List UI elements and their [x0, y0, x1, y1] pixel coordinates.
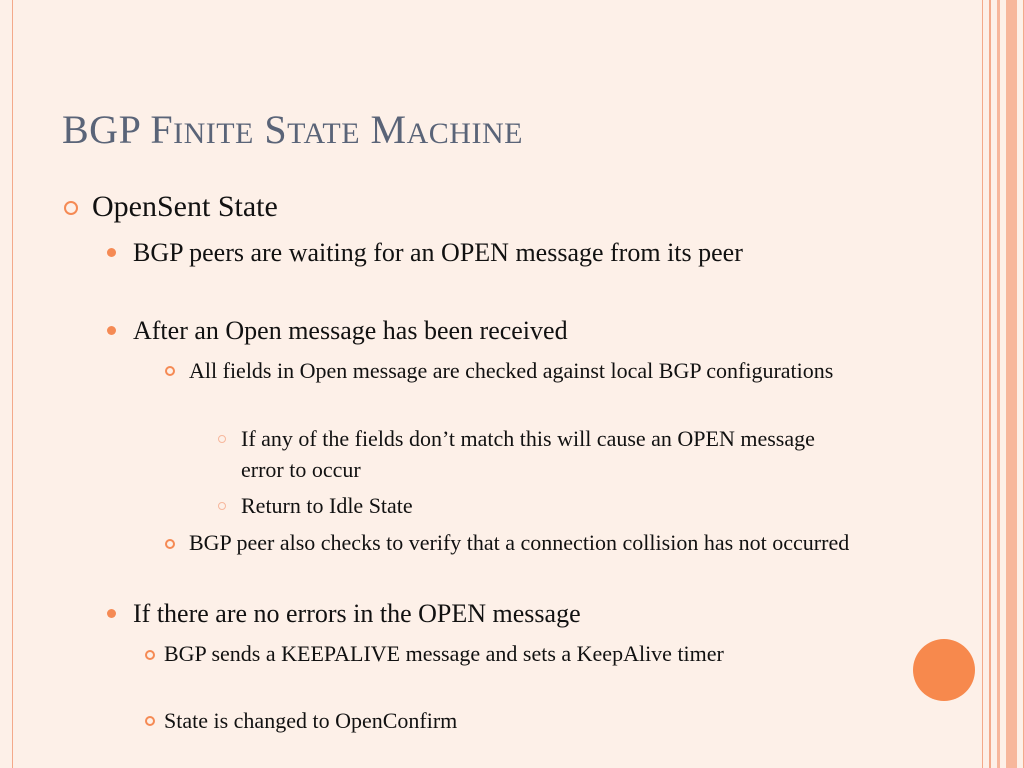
- ring-bullet-icon: [165, 539, 175, 549]
- bullet-level3: BGP sends a KEEPALIVE message and sets a KeepAlive timer: [164, 641, 724, 666]
- bullet-level2: If there are no errors in the OPEN message: [133, 599, 581, 628]
- bullet-level4: If any of the fields don’t match this will cause an OPEN message error to occur: [241, 426, 815, 482]
- ring-bullet-icon: [64, 201, 78, 215]
- title-word-3: STATE: [264, 107, 361, 152]
- ring-bullet-icon: [145, 650, 155, 660]
- ring-bullet-icon: [165, 366, 175, 376]
- title-word-4: MACHINE: [370, 107, 523, 152]
- title-word-1: BGP: [62, 107, 140, 152]
- bullet-level3: BGP peer also checks to verify that a connection collision has not occurred: [189, 530, 850, 555]
- bullet-level2: After an Open message has been received: [133, 316, 568, 345]
- ring-bullet-icon: [218, 435, 226, 443]
- dot-bullet-icon: [107, 248, 116, 257]
- dot-bullet-icon: [107, 609, 116, 618]
- right-decorative-stripes: [978, 0, 1024, 768]
- left-border: [0, 0, 13, 768]
- title-word-2: FINITE: [150, 107, 254, 152]
- ring-bullet-icon: [218, 502, 226, 510]
- bullet-level1: OpenSent State: [92, 190, 278, 223]
- decorative-circle: [913, 639, 975, 701]
- bullet-level3: All fields in Open message are checked against local BGP configurations: [189, 358, 834, 383]
- dot-bullet-icon: [107, 326, 116, 335]
- bullet-level3: State is changed to OpenConfirm: [164, 708, 458, 733]
- slide-title: [62, 106, 523, 153]
- bullet-level2: BGP peers are waiting for an OPEN message from its peer: [133, 238, 743, 267]
- bullet-level4: Return to Idle State: [241, 493, 413, 518]
- ring-bullet-icon: [145, 716, 155, 726]
